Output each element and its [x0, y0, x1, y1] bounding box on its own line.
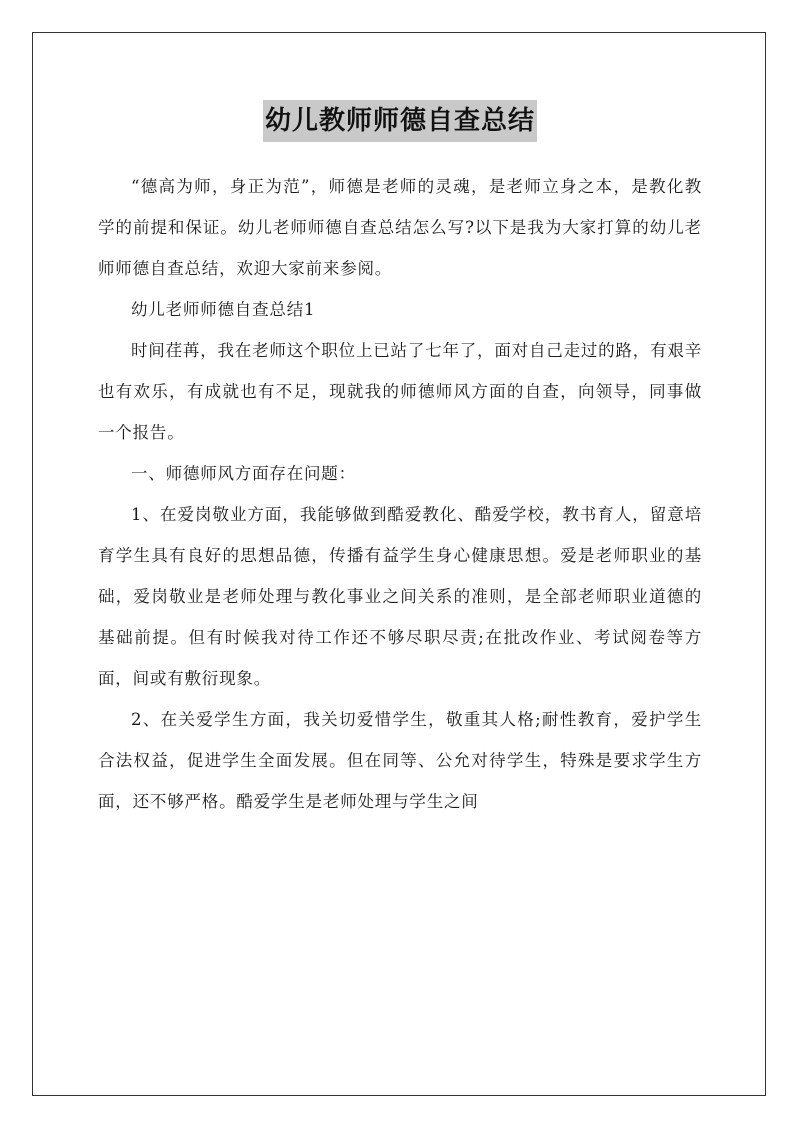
subsection-heading: 一、师德师风方面存在问题：: [131, 464, 356, 483]
paragraph: 时间荏苒，我在老师这个职位上已站了七年了，面对自己走过的路，有艰辛也有欢乐，有成就也有不足，现就我的师德师风方面的自查，向领导，同事做一个报告。: [98, 341, 702, 442]
document-body: [98, 166, 702, 822]
section-heading: 幼儿老师师德自查总结1: [131, 300, 316, 319]
paragraph-intro: “德高为师，身正为范”，师德是老师的灵魂，是老师立身之本，是教化教学的前提和保证。幼儿老师师德自查总结怎么写?以下是我为大家打算的幼儿老师师德自查总结，欢迎大家前来参阅。: [98, 177, 702, 278]
title-container: [0, 100, 800, 142]
paragraph: 2、在关爱学生方面，我关切爱惜学生，敬重其人格;耐性教育，爱护学生合法权益，促进学生全面发展。但在同等、公允对待学生，特殊是要求学生方面，还不够严格。酷爱学生是老师处理与学生之间: [98, 710, 702, 811]
document-title: 幼儿教师师德自查总结: [263, 100, 537, 142]
paragraph: 1、在爱岗敬业方面，我能够做到酷爱教化、酷爱学校，教书育人，留意培育学生具有良好的思想品德，传播有益学生身心健康思想。爱是老师职业的基础，爱岗敬业是老师处理与教化事业之间关系的准则，是全部老师职业道德的基础前提。但有时候我对待工作还不够尽职尽责;在批改作业、考试阅卷等方面，间或有敷衍现象。: [98, 505, 702, 688]
